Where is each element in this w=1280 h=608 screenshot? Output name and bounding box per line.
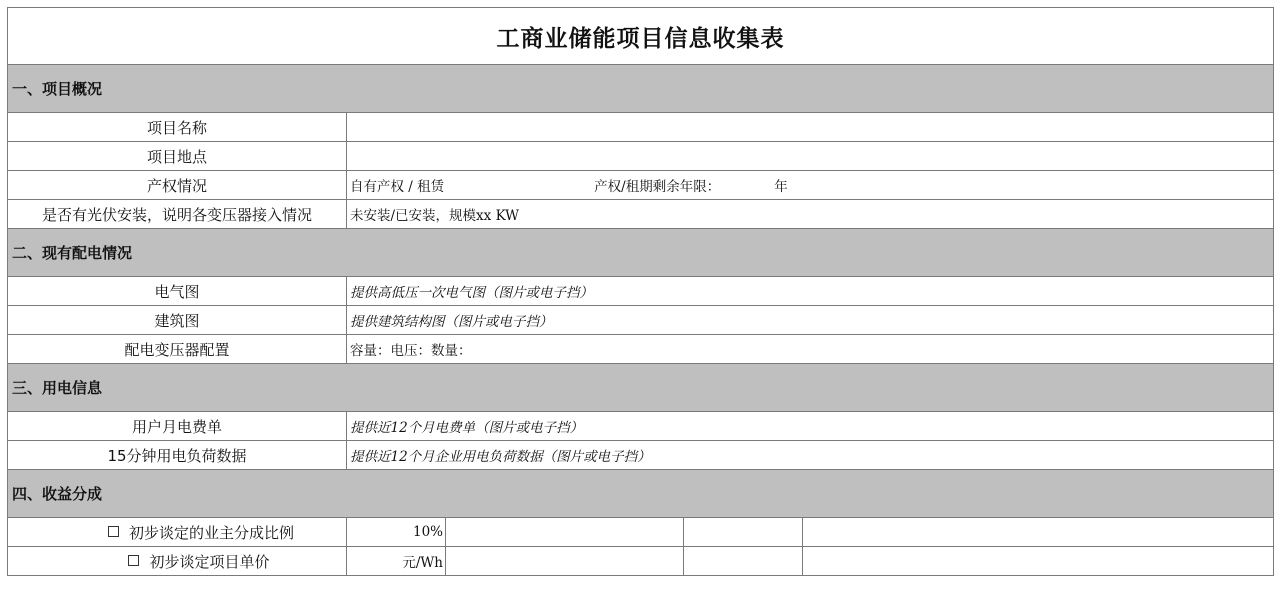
- label-ownership: 产权情况: [8, 171, 347, 200]
- table-row: [8, 171, 1274, 200]
- table-row: [8, 547, 1274, 576]
- building-drawing-cell[interactable]: 提供建筑结构图（图片或电子挡）: [347, 306, 1274, 335]
- checkbox-icon[interactable]: [128, 555, 139, 566]
- section-heading-consumption: 三、用电信息: [8, 364, 1274, 412]
- page-title: 工商业储能项目信息收集表: [8, 8, 1274, 65]
- label-unit-price: 初步谈定项目单价: [8, 547, 347, 576]
- checkbox-icon[interactable]: [108, 526, 119, 537]
- empty-cell[interactable]: [803, 518, 1274, 547]
- label-electrical-diagram: 电气图: [8, 277, 347, 306]
- label-load-data: 15分钟用电负荷数据: [8, 441, 347, 470]
- remaining-years-text: 产权/租期剩余年限：: [594, 179, 721, 195]
- ownership-type-text: 自有产权 / 租赁: [350, 179, 445, 195]
- owner-share-value[interactable]: 10%: [347, 518, 446, 547]
- label-monthly-bill: 用户月电费单: [8, 412, 347, 441]
- table-row: [8, 412, 1274, 441]
- empty-cell[interactable]: [446, 547, 684, 576]
- table-row: [8, 200, 1274, 229]
- ownership-cell[interactable]: [347, 171, 1274, 200]
- spreadsheet: [7, 7, 1273, 601]
- label-pv-installation: 是否有光伏安装，说明各变压器接入情况: [8, 200, 347, 229]
- empty-cell[interactable]: [684, 547, 803, 576]
- transformer-config-cell[interactable]: 容量：电压：数量：: [347, 335, 1274, 364]
- years-unit-text: 年: [774, 179, 788, 195]
- section-heading-revenue: 四、收益分成: [8, 470, 1274, 518]
- label-project-name: 项目名称: [8, 113, 347, 142]
- table-row: [8, 306, 1274, 335]
- electrical-diagram-cell[interactable]: 提供高低压一次电气图（图片或电子挡）: [347, 277, 1274, 306]
- label-building-drawing: 建筑图: [8, 306, 347, 335]
- label-project-location: 项目地点: [8, 142, 347, 171]
- info-table: [7, 7, 1274, 576]
- pv-installation-cell[interactable]: 未安装/已安装，规模xx KW: [347, 200, 1274, 229]
- section-heading-overview: 一、项目概况: [8, 65, 1274, 113]
- table-row: [8, 335, 1274, 364]
- empty-cell[interactable]: [684, 518, 803, 547]
- project-location-cell[interactable]: [347, 142, 1274, 171]
- load-data-cell[interactable]: 提供近12个月企业用电负荷数据（图片或电子挡）: [347, 441, 1274, 470]
- project-name-cell[interactable]: [347, 113, 1274, 142]
- table-row: [8, 113, 1274, 142]
- table-row: [8, 142, 1274, 171]
- table-row: [8, 518, 1274, 547]
- label-owner-share: 初步谈定的业主分成比例: [8, 518, 347, 547]
- unit-price-value[interactable]: 元/Wh: [347, 547, 446, 576]
- section-heading-distribution: 二、现有配电情况: [8, 229, 1274, 277]
- monthly-bill-cell[interactable]: 提供近12个月电费单（图片或电子挡）: [347, 412, 1274, 441]
- empty-cell[interactable]: [803, 547, 1274, 576]
- table-row: [8, 277, 1274, 306]
- empty-cell[interactable]: [446, 518, 684, 547]
- label-transformer-config: 配电变压器配置: [8, 335, 347, 364]
- table-row: [8, 441, 1274, 470]
